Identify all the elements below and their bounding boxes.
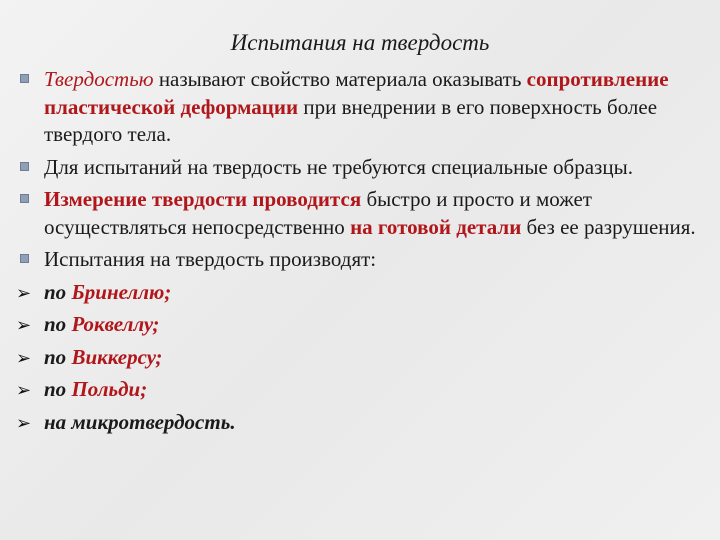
bullet-samples: [18, 154, 708, 182]
method-prefix: по: [44, 377, 72, 401]
arrow-bullet-icon: ➢: [16, 315, 32, 335]
method-item: [18, 376, 708, 404]
arrow-bullet-icon: ➢: [16, 282, 32, 303]
square-bullet-icon: [18, 66, 44, 94]
method-name: Польди: [71, 377, 141, 401]
measurement-text: быстро и просто и может осуществляться непосредственно: [44, 187, 592, 239]
method-item: [18, 279, 708, 307]
definition-text: называют свойство материала оказывать: [153, 67, 527, 91]
methods-intro-text: Испытания на твердость производят:: [44, 247, 377, 271]
method-prefix: на: [44, 409, 72, 434]
method-punct: ;: [155, 344, 163, 369]
term-measurement: Измерение твердости проводится: [44, 187, 362, 211]
square-bullet-icon: [18, 246, 44, 274]
method-name: микротвердость: [71, 409, 231, 434]
term-finished-part: на готовой детали: [350, 214, 522, 239]
method-prefix: по: [44, 279, 72, 304]
method-item: [18, 409, 708, 437]
content-list: [18, 66, 708, 441]
method-item: [18, 311, 708, 339]
method-name: Бринеллю: [71, 279, 165, 304]
square-bullet-icon: [18, 154, 44, 182]
term-hardness: Твердостью: [44, 67, 154, 91]
measurement-text-end: без ее разрушения.: [521, 214, 696, 239]
term-resistance: сопротивление пластической деформации: [44, 67, 669, 119]
arrow-bullet-icon: ➢: [16, 380, 32, 400]
method-name: Виккерсу: [71, 344, 156, 369]
bullet-measurement: [18, 186, 708, 241]
method-name: Роквеллу: [71, 312, 153, 336]
arrow-bullet-icon: ➢: [16, 347, 32, 368]
bullet-methods-intro: [18, 246, 708, 274]
bullet-definition: [18, 66, 708, 149]
arrow-bullet-icon: ➢: [16, 412, 32, 433]
method-prefix: по: [44, 344, 72, 369]
samples-text: Для испытаний на твердость не требуются специальные образцы.: [44, 154, 633, 179]
square-bullet-icon: [18, 186, 44, 214]
method-item: [18, 344, 708, 372]
method-punct: ;: [164, 279, 172, 304]
slide-title: Испытания на твердость: [230, 30, 490, 55]
definition-text-end: при внедрении в его поверхность более твердого тела.: [44, 94, 658, 146]
method-punct: ;: [152, 312, 160, 336]
method-punct: .: [230, 409, 236, 434]
method-prefix: по: [44, 312, 72, 336]
method-punct: ;: [140, 377, 148, 401]
